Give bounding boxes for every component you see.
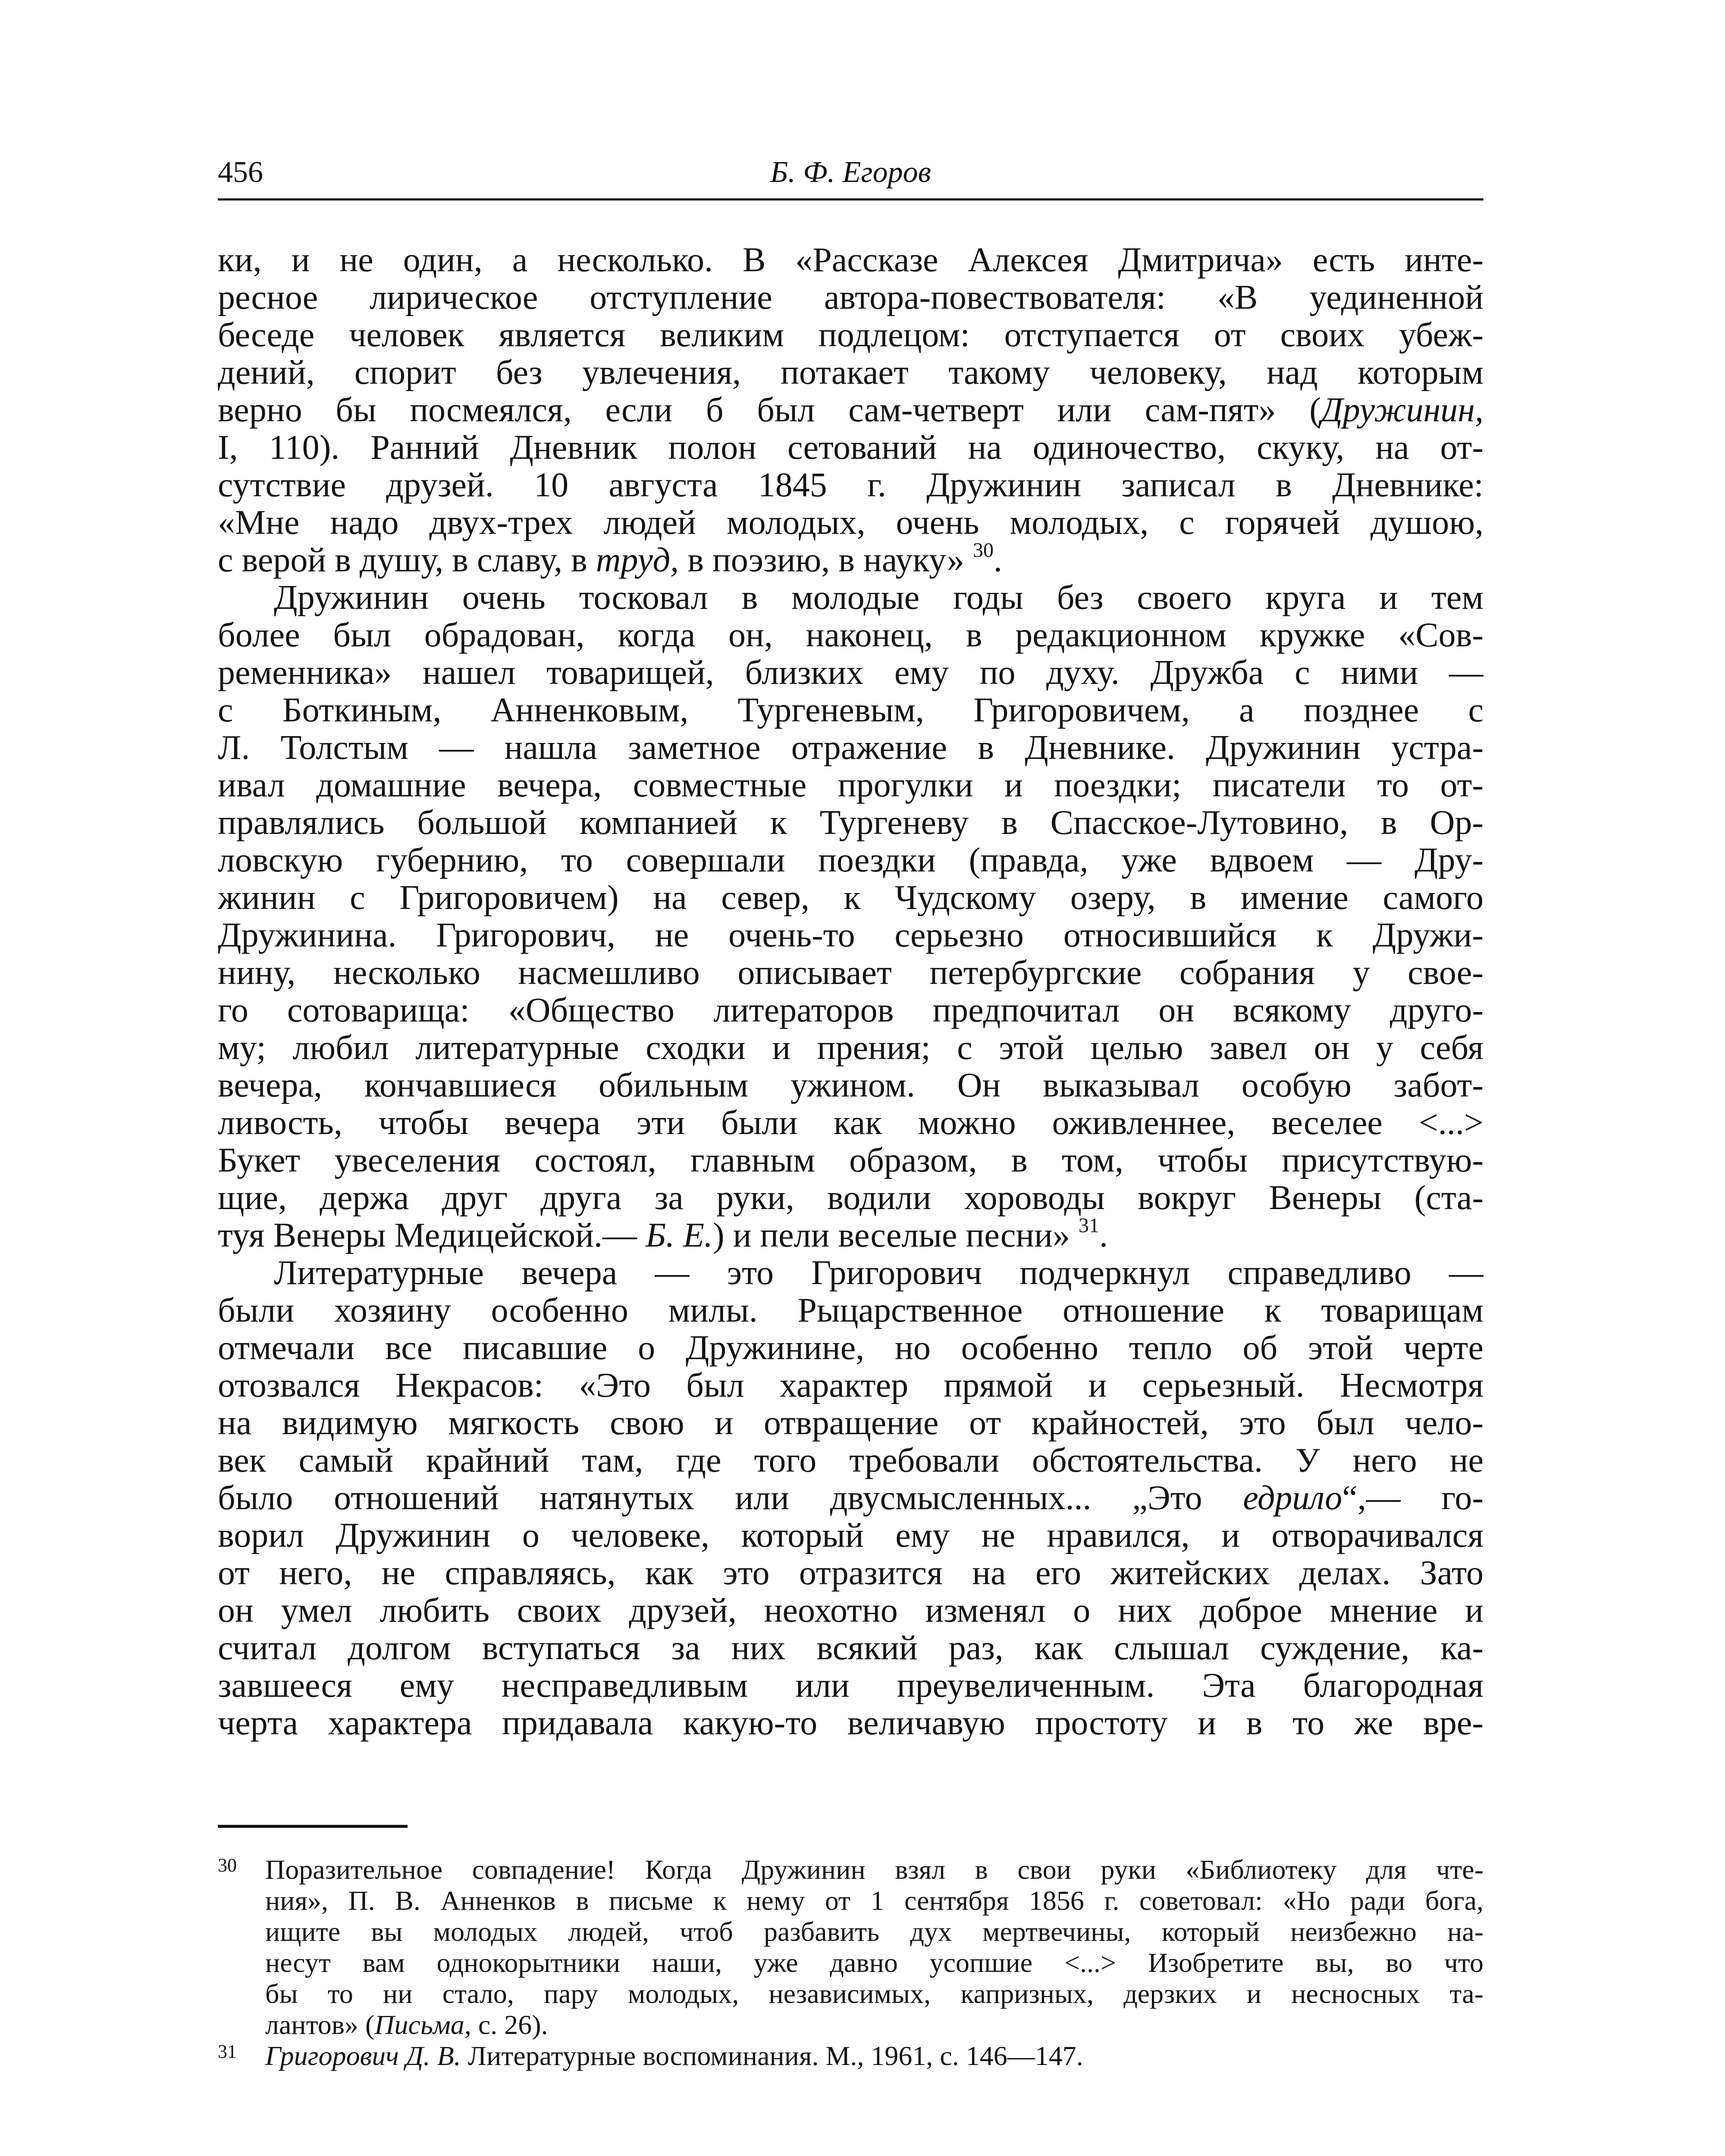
footnote-line: ния», П. В. Анненков в письме к нему от 1 сентября 1856 г. советовал: «Но ради бога,: [265, 1885, 1484, 1916]
footnote-31: [218, 2040, 1484, 2071]
running-head: [218, 147, 1484, 198]
text-line: он умел любить своих друзей, неохотно изменял о них доброе мнение и: [218, 1592, 1484, 1630]
text-line: правлялись большой компанией к Тургеневу в Спасское-Лутовино, в Ор-: [218, 804, 1484, 842]
text-span: “,— го-: [1342, 1479, 1484, 1517]
italic-span: Григорович Д. В.: [265, 2040, 461, 2071]
text-span: в поэзию, в науку»: [679, 542, 973, 579]
text-line: [218, 1479, 1484, 1517]
text-line: были хозяину особенно милы. Рыцарственное отношение к товарищам: [218, 1292, 1484, 1329]
text-line: завшееся ему несправедливым или преувеличенным. Эта благородная: [218, 1667, 1484, 1705]
footnote-line: [218, 2009, 1484, 2040]
text-span: верно бы посмеялся, если б был сам-четверт или сам-пят» (: [218, 392, 1321, 429]
page-number: 456: [218, 156, 263, 189]
text-line: Букет увеселения состоял, главным образом, в том, чтобы присутствую-: [218, 1142, 1484, 1179]
footnote-line: Поразительное совпадение! Когда Дружинин взял в свои руки «Библиотеку для чте-: [265, 1854, 1484, 1885]
text-line: Литературные вечера — это Григорович подчеркнул справедливо —: [274, 1254, 1484, 1292]
running-head-author: Б. Ф. Егоров: [770, 156, 932, 189]
text-span: было отношений натянутых или двусмысленных... „Это: [218, 1479, 1243, 1517]
text-line: го сотоварища: «Общество литераторов предпочитал он всякому друго-: [218, 992, 1484, 1029]
text-line: сутствие друзей. 10 августа 1845 г. Дружинин записал в Дневнике:: [218, 467, 1484, 504]
text-line: Дружинин очень тосковал в молодые годы без своего круга и тем: [274, 579, 1484, 617]
text-line: ременника» нашел товарищей, близких ему по духу. Дружба с ними —: [218, 654, 1484, 692]
text-line: беседе человек является великим подлецом: отступается от своих убеж-: [218, 317, 1484, 354]
text-line: дений, спорит без увлечения, потакает такому человеку, над которым: [218, 354, 1484, 392]
italic-span: Дружинин,: [1320, 392, 1484, 429]
text-line: считал долгом вступаться за них всякий раз, как слышал суждение, ка-: [218, 1630, 1484, 1667]
text-line: отмечали все писавшие о Дружинине, но особенно тепло об этой черте: [218, 1329, 1484, 1367]
text-line: [218, 542, 1484, 579]
text-line: от него, не справляясь, как это отразится на его житейских делах. Зато: [218, 1554, 1484, 1592]
footnote-line: несут вам однокорытники наши, уже давно усопшие <...> Изобретите вы, во что: [265, 1947, 1484, 1978]
text-line: I, 110). Ранний Дневник полон сетований на одиночество, скуку, на от-: [218, 429, 1484, 467]
text-span: .: [994, 542, 1003, 579]
text-span: с верой в душу, в славу, в: [218, 542, 596, 579]
main-text: [218, 241, 1484, 1742]
italic-span: труд,: [596, 542, 679, 579]
text-line: Л. Толстым — нашла заметное отражение в Дневнике. Дружинин устра-: [218, 729, 1484, 767]
footnote-ref-30[interactable]: 30: [973, 542, 994, 562]
text-line: ловскую губернию, то совершали поездки (правда, уже вдвоем — Дру-: [218, 842, 1484, 879]
text-span: ) и пели веселые песни»: [713, 1217, 1079, 1254]
footnote-separator: [218, 1825, 408, 1828]
text-line: [218, 1217, 1484, 1254]
text-line: более был обрадован, когда он, наконец, в редакционном кружке «Сов-: [218, 617, 1484, 654]
footnote-line: бы то ни стало, пару молодых, независимых, капризных, дерзких и несносных та-: [265, 1978, 1484, 2009]
text-line: вечера, кончавшиеся обильным ужином. Он выказывал особую забот-: [218, 1067, 1484, 1104]
text-line: «Мне надо двух-трех людей молодых, очень молодых, с горячей душою,: [218, 504, 1484, 542]
text-line: с Боткиным, Анненковым, Тургеневым, Григоровичем, а позднее с: [218, 692, 1484, 729]
text-line: отозвался Некрасов: «Это был характер прямой и серьезный. Несмотря: [218, 1367, 1484, 1404]
text-line: ки, и не один, а несколько. В «Рассказе Алексея Дмитрича» есть инте-: [218, 241, 1484, 279]
text-line: [218, 392, 1484, 429]
text-span: .: [1099, 1217, 1108, 1254]
text-span: лантов» (: [265, 2009, 375, 2040]
italic-span: Б. Е.: [645, 1217, 713, 1254]
footnote-30: [218, 1854, 1484, 1885]
text-span: с. 26).: [471, 2009, 548, 2040]
text-line: жинин с Григоровичем) на север, к Чудскому озеру, в имение самого: [218, 879, 1484, 917]
text-line: щие, держа друг друга за руки, водили хороводы вокруг Венеры (ста-: [218, 1179, 1484, 1217]
italic-span: Письма,: [374, 2009, 471, 2040]
text-line: век самый крайний там, где того требовали обстоятельства. У него не: [218, 1442, 1484, 1479]
text-line: черта характера придавала какую-то величавую простоту и в то же вре-: [218, 1705, 1484, 1742]
text-line: му; любил литературные сходки и прения; с этой целью завел он у себя: [218, 1029, 1484, 1067]
footnote-number: 31: [218, 2041, 237, 2062]
footnote-ref-31[interactable]: 31: [1078, 1217, 1099, 1237]
text-line: на видимую мягкость свою и отвращение от крайностей, это был чело-: [218, 1404, 1484, 1442]
footnotes: [218, 1854, 1484, 2071]
text-line: ивал домашние вечера, совместные прогулки и поездки; писатели то от-: [218, 767, 1484, 804]
header-rule: [218, 198, 1484, 201]
text-line: Дружинина. Григорович, не очень-то серьезно относившийся к Дружи-: [218, 917, 1484, 954]
text-span: Литературные воспоминания. М., 1961, с. 146—147.: [461, 2040, 1083, 2071]
text-line: ворил Дружинин о человеке, который ему не нравился, и отворачивался: [218, 1517, 1484, 1554]
footnote-line: ищите вы молодых людей, чтоб разбавить дух мертвечины, который неизбежно на-: [265, 1916, 1484, 1947]
text-line: нину, несколько насмешливо описывает петербургские собрания у свое-: [218, 954, 1484, 992]
footnote-number: 30: [218, 1855, 237, 1876]
italic-span: едрило: [1243, 1479, 1342, 1517]
text-span: туя Венеры Медицейской.—: [218, 1217, 646, 1254]
text-line: ресное лирическое отступление автора-повествователя: «В уединенной: [218, 279, 1484, 317]
text-line: ливость, чтобы вечера эти были как можно оживленнее, веселее <...>: [218, 1104, 1484, 1142]
